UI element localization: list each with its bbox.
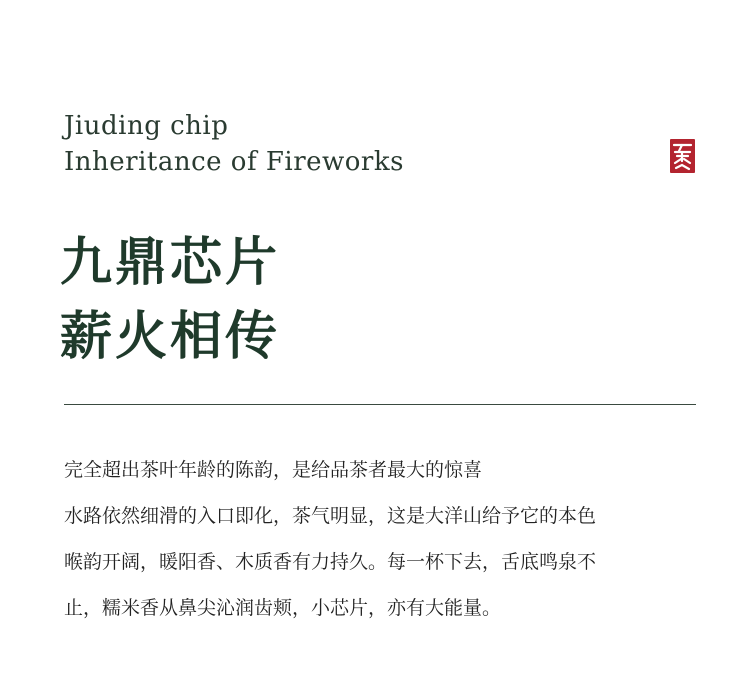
english-heading-line-1: Jiuding chip	[64, 111, 229, 141]
chinese-heading-line-1: 九鼎芯片	[60, 233, 281, 293]
description-paragraph	[64, 447, 704, 631]
divider-line	[64, 404, 696, 405]
paragraph-line: 止，糯米香从鼻尖沁润齿颊，小芯片，亦有大能量。	[64, 597, 502, 619]
paragraph-line: 喉韵开阔，暖阳香、木质香有力持久。每一杯下去，舌底鸣泉不	[64, 551, 597, 573]
red-seal-stamp-icon	[670, 139, 695, 173]
english-heading-line-2: Inheritance of Fireworks	[64, 147, 404, 177]
chinese-heading	[60, 226, 280, 374]
english-heading	[64, 108, 404, 180]
paragraph-line: 完全超出茶叶年龄的陈韵，是给品茶者最大的惊喜	[64, 459, 483, 481]
paragraph-line: 水路依然细滑的入口即化，茶气明显，这是大洋山给予它的本色	[64, 505, 597, 527]
chinese-heading-line-2: 薪火相传	[60, 307, 281, 367]
